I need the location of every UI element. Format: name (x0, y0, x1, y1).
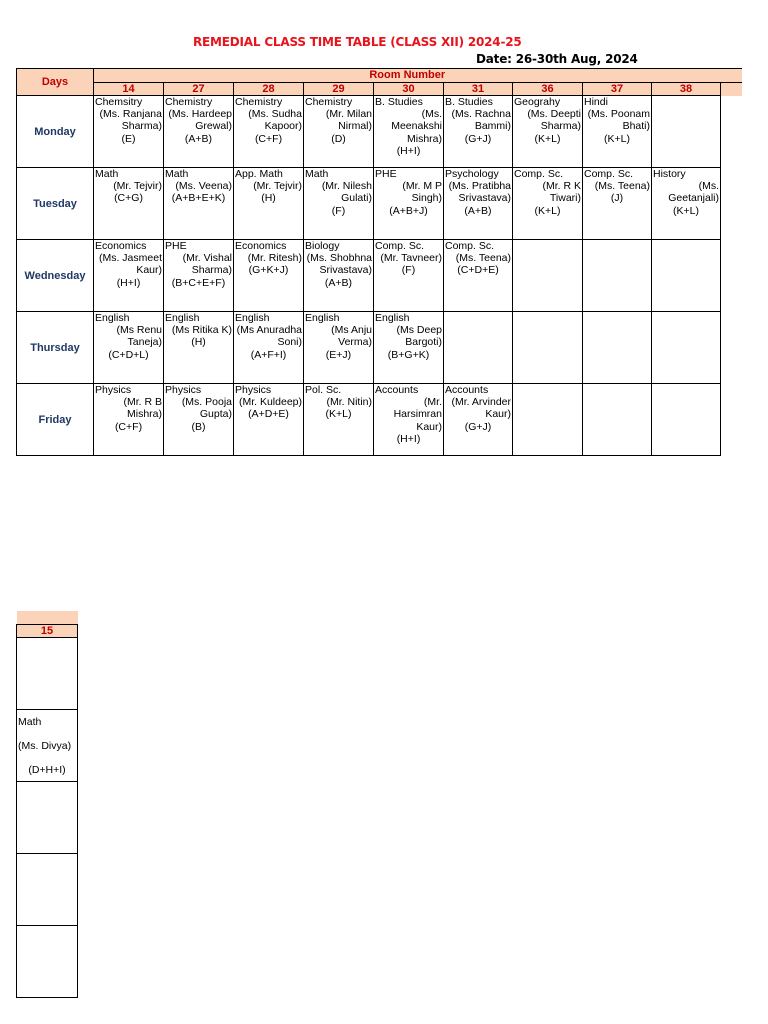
side-row (17, 782, 78, 854)
group-label: (H+I) (116, 276, 141, 289)
class-cell (304, 240, 374, 312)
subject-label: B. Studies (375, 96, 423, 108)
group-label: (B+C+E+F) (171, 276, 226, 289)
teacher-label: (Ms. Jasmeet Kaur) (98, 252, 162, 277)
class-cell (304, 96, 374, 168)
group-label: (C+D+L) (108, 348, 149, 361)
class-cell (17, 638, 78, 710)
group-label: (H+I) (396, 432, 421, 445)
subject-label: Chemistry (305, 96, 353, 108)
day-label: Monday (17, 96, 94, 168)
side-header-fill (17, 611, 78, 625)
teacher-label: (Ms Anju Verma) (331, 324, 372, 349)
teacher-label: (Ms. Pratibha Srivastava) (448, 180, 511, 205)
side-row (17, 710, 78, 782)
group-label: (K+L) (604, 132, 630, 145)
class-cell (234, 168, 304, 240)
class-cell (583, 96, 652, 168)
class-cell (652, 384, 721, 456)
room-number: 37 (583, 83, 652, 96)
group-label: (A+F+I) (250, 348, 287, 361)
class-cell (374, 96, 444, 168)
class-cell (652, 168, 721, 240)
class-cell (374, 312, 444, 384)
room-number: 14 (94, 83, 164, 96)
teacher-label: (Ms. Poonam Bhati) (587, 108, 650, 133)
class-cell (17, 926, 78, 998)
teacher-label: (Ms. Deepti Sharma) (527, 108, 581, 133)
subject-label: Biology (305, 240, 340, 252)
teacher-label: (Mr. Milan Nirmal) (325, 108, 372, 133)
teacher-label: (Ms. Meenakshi Mishra) (391, 108, 442, 145)
group-label: (C+D+E) (457, 264, 499, 277)
group-label: (G+J) (464, 132, 492, 145)
subject-label: Pol. Sc. (305, 384, 342, 396)
class-cell (583, 168, 652, 240)
teacher-label: (Mr. Tejvir) (113, 180, 162, 193)
class-cell (304, 312, 374, 384)
class-cell (234, 312, 304, 384)
group-label: (C+F) (114, 420, 143, 433)
class-cell (164, 312, 234, 384)
subject-label: Accounts (375, 384, 419, 396)
day-label: Wednesday (17, 240, 94, 312)
group-label: (D) (331, 132, 346, 145)
subject-label: Chemistry (165, 96, 213, 108)
room-number: 15 (17, 625, 78, 638)
day-row (17, 96, 742, 168)
group-label: (A+B) (324, 276, 353, 289)
class-cell (444, 240, 513, 312)
group-label: (B) (191, 420, 206, 433)
teacher-label: (Mr. Nitin) (326, 396, 372, 409)
group-label: (J) (610, 192, 624, 205)
teacher-label: (Ms Anuradha Soni) (236, 324, 302, 349)
class-cell (94, 240, 164, 312)
subject-label: Math (305, 168, 329, 180)
teacher-label: (Ms. Shobhna Srivastava) (306, 252, 372, 277)
subject-label: English (95, 312, 130, 324)
day-row (17, 240, 742, 312)
group-label: (C+F) (254, 132, 283, 145)
class-cell (164, 168, 234, 240)
subject-label: English (165, 312, 200, 324)
header-fill (721, 83, 742, 96)
day-row (17, 168, 742, 240)
subject-label: Physics (235, 384, 272, 396)
class-cell (17, 782, 78, 854)
teacher-label: (Ms. Hardeep Grewal) (168, 108, 232, 133)
day-row (17, 384, 742, 456)
teacher-label: (Ms Deep Bargoti) (396, 324, 442, 349)
subject-label: Comp. Sc. (514, 168, 564, 180)
subject-label: Geograhy (514, 96, 561, 108)
group-label: (K+L) (534, 132, 561, 145)
teacher-label: (Mr. R K Tiwari) (542, 180, 581, 205)
class-cell (374, 240, 444, 312)
days-header: Days (17, 69, 94, 96)
subject-label: PHE (375, 168, 397, 180)
side-row (17, 926, 78, 998)
class-cell (374, 168, 444, 240)
teacher-label: (Ms. Divya) (18, 740, 72, 752)
subject-label: Physics (95, 384, 132, 396)
teacher-label: (Ms Ritika K) (171, 324, 232, 337)
group-label: (C+G) (114, 192, 143, 205)
class-cell (583, 312, 652, 384)
class-cell (374, 384, 444, 456)
subject-label: Physics (165, 384, 202, 396)
group-label: (F) (401, 264, 416, 277)
row-fill (721, 240, 742, 312)
day-label: Friday (17, 384, 94, 456)
row-fill (721, 312, 742, 384)
subject-label: Chemsitry (95, 96, 143, 108)
subject-label: Economics (235, 240, 287, 252)
subject-label: Economics (95, 240, 147, 252)
schedule-date: Date: 26-30th Aug, 2024 (476, 52, 638, 66)
class-cell (513, 312, 583, 384)
class-cell (94, 384, 164, 456)
class-cell (234, 240, 304, 312)
class-cell (513, 240, 583, 312)
room-number: 30 (374, 83, 444, 96)
class-cell (444, 96, 513, 168)
group-label: (E+J) (325, 348, 352, 361)
row-fill (721, 96, 742, 168)
teacher-label: (Ms. Teena) (594, 180, 650, 193)
group-label: (B+G+K) (387, 348, 430, 361)
class-cell (652, 312, 721, 384)
class-cell (164, 240, 234, 312)
teacher-label: (Ms. Sudha Kapoor) (248, 108, 302, 133)
room-number: 28 (234, 83, 304, 96)
class-cell (164, 384, 234, 456)
subject-label: Chemistry (235, 96, 283, 108)
room-number: 36 (513, 83, 583, 96)
subject-label: Accounts (445, 384, 489, 396)
group-label: (K+L) (534, 204, 561, 217)
group-label: (A+D+E) (248, 408, 289, 421)
teacher-label: (Ms. Teena) (455, 252, 511, 265)
group-label: (H+I) (396, 144, 421, 157)
class-cell (444, 384, 513, 456)
header-fill (721, 69, 742, 83)
day-label: Thursday (17, 312, 94, 384)
subject-label: PHE (165, 240, 187, 252)
class-cell (94, 96, 164, 168)
subject-label: Math (165, 168, 189, 180)
subject-label: History (653, 168, 686, 180)
row-fill (721, 384, 742, 456)
teacher-label: (Mr. Nilesh Gulati) (321, 180, 372, 205)
room-number: 27 (164, 83, 234, 96)
teacher-label: (Mr. Kuldeep) (238, 396, 302, 409)
teacher-label: (Mr. Tavneer) (380, 252, 442, 265)
teacher-label: (Ms. Veena) (175, 180, 232, 193)
subject-label: App. Math (235, 168, 283, 180)
group-label: (G+J) (464, 420, 492, 433)
teacher-label: (Ms. Rachna Bammi) (451, 108, 511, 133)
class-cell (164, 96, 234, 168)
teacher-label: (Mr. R B Mishra) (123, 396, 162, 421)
class-cell (94, 168, 164, 240)
teacher-label: (Ms. Ranjana Sharma) (99, 108, 162, 133)
subject-label: Hindi (584, 96, 608, 108)
group-label: (A+B+J) (389, 204, 428, 217)
page-title: REMEDIAL CLASS TIME TABLE (CLASS XII) 2024-25 (193, 35, 522, 49)
subject-label: Math (95, 168, 119, 180)
room-number: 38 (652, 83, 721, 96)
day-label: Tuesday (17, 168, 94, 240)
group-label: (A+B) (184, 132, 213, 145)
group-label: (A+B+E+K) (171, 192, 226, 205)
subject-label: B. Studies (445, 96, 493, 108)
class-cell (17, 854, 78, 926)
subject-label: Comp. Sc. (375, 240, 425, 252)
class-cell (652, 96, 721, 168)
class-cell (304, 168, 374, 240)
teacher-label: (Mr. Arvinder Kaur) (451, 396, 511, 421)
subject-label: English (375, 312, 410, 324)
class-cell (513, 384, 583, 456)
side-row (17, 638, 78, 710)
class-cell (513, 168, 583, 240)
side-timetable (16, 611, 78, 998)
subject-label: English (305, 312, 340, 324)
teacher-label: (Mr. Tejvir) (253, 180, 302, 193)
group-label: (H) (261, 192, 276, 205)
day-row (17, 312, 742, 384)
group-label: (D+H+I) (28, 764, 66, 776)
group-label: (F) (331, 204, 346, 217)
class-cell (513, 96, 583, 168)
group-label: (G+K+J) (248, 264, 289, 277)
group-label: (K+L) (325, 408, 352, 421)
side-row (17, 854, 78, 926)
subject-label: Math (18, 716, 42, 728)
class-cell (583, 384, 652, 456)
room-number-header: Room Number (94, 69, 721, 83)
room-number: 29 (304, 83, 374, 96)
teacher-label: (Ms. Geetanjali) (668, 180, 719, 205)
subject-label: English (235, 312, 270, 324)
class-cell (652, 240, 721, 312)
teacher-label: (Mr. Harsimran Kaur) (393, 396, 442, 433)
class-cell (234, 384, 304, 456)
class-cell (304, 384, 374, 456)
class-cell (234, 96, 304, 168)
subject-label: Comp. Sc. (584, 168, 634, 180)
teacher-label: (Ms Renu Taneja) (116, 324, 162, 349)
class-cell (583, 240, 652, 312)
group-label: (H) (191, 336, 206, 349)
teacher-label: (Ms. Pooja Gupta) (181, 396, 232, 421)
teacher-label: (Mr. M P Singh) (402, 180, 442, 205)
group-label: (E) (121, 132, 136, 145)
class-cell (94, 312, 164, 384)
room-number: 31 (444, 83, 513, 96)
class-cell (17, 710, 78, 782)
group-label: (K+L) (673, 204, 699, 217)
subject-label: Comp. Sc. (445, 240, 495, 252)
teacher-label: (Mr. Ritesh) (247, 252, 302, 265)
subject-label: Psychology (445, 168, 499, 180)
class-cell (444, 168, 513, 240)
row-fill (721, 168, 742, 240)
teacher-label: (Mr. Vishal Sharma) (182, 252, 232, 277)
timetable (16, 68, 742, 456)
group-label: (A+B) (464, 204, 492, 217)
class-cell (444, 312, 513, 384)
